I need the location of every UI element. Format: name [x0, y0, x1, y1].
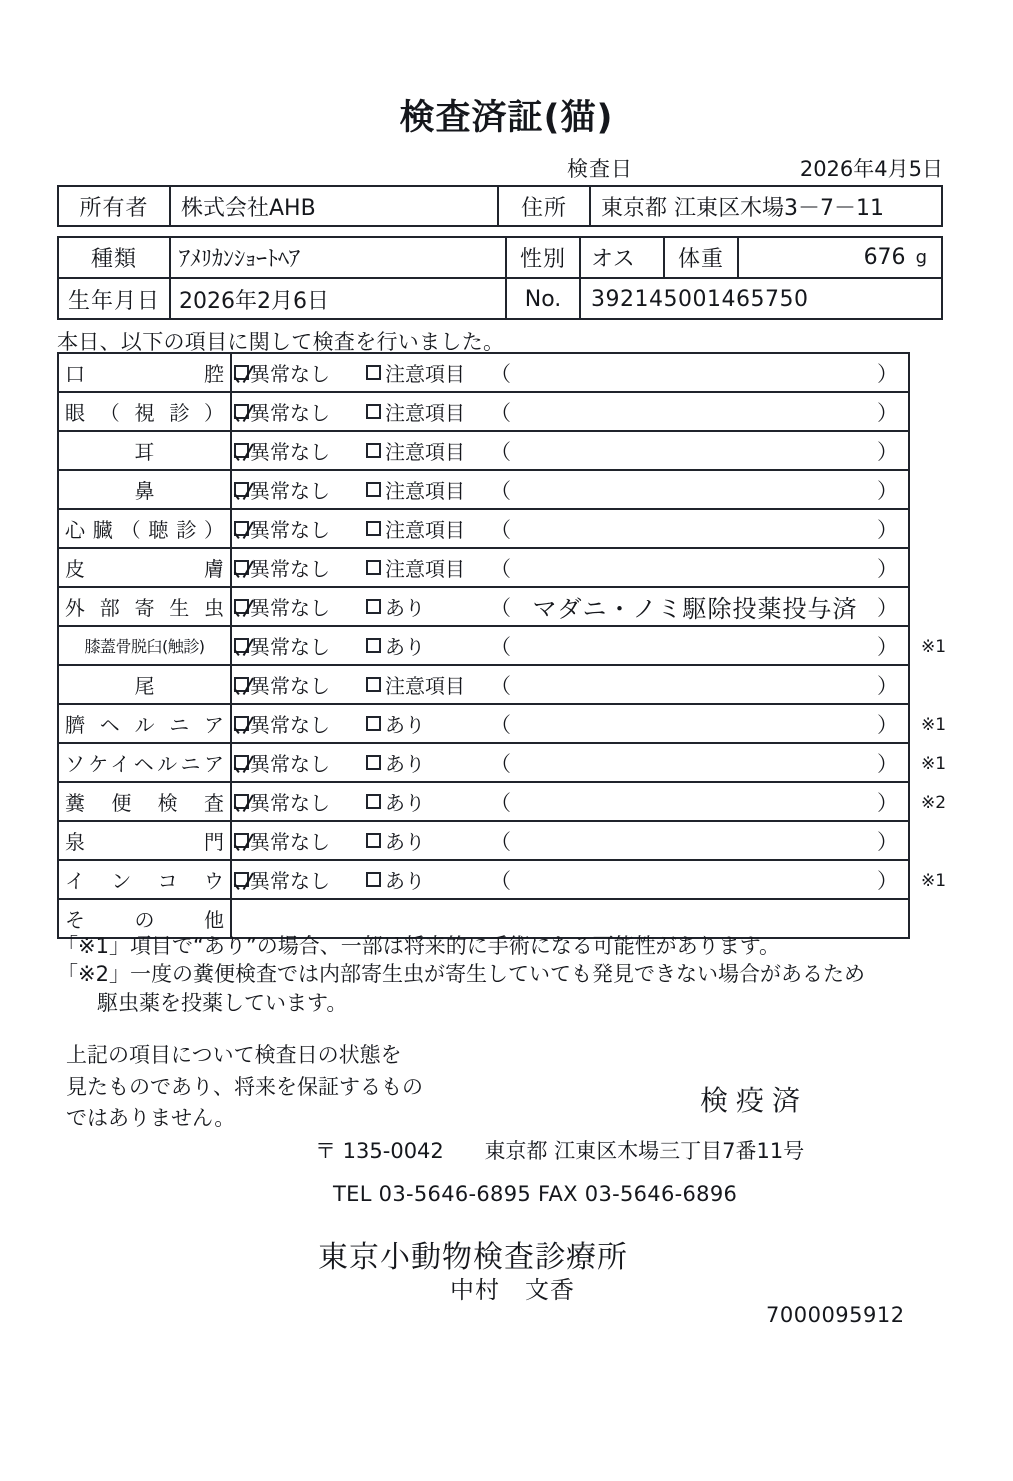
checkbox-option-secondary-label: あり: [385, 596, 425, 620]
checkbox-icon[interactable]: [366, 716, 381, 731]
disclaimer-line-2: 見たものであり、将来を保証するもの: [66, 1074, 423, 1099]
inspection-date-value: 2026年4月5日: [799, 157, 943, 181]
checkbox-option-secondary[interactable]: [366, 553, 465, 582]
checked-checkbox-icon[interactable]: [234, 794, 249, 809]
veterinarian-name: 中村 文香: [450, 1276, 575, 1304]
dob-value: 2026年2月6日: [171, 279, 507, 320]
checkbox-option-secondary[interactable]: [366, 514, 465, 543]
note-paren-open: （: [490, 361, 511, 386]
note-paren-open: （: [490, 517, 511, 542]
checklist-row-body: [232, 432, 908, 469]
checkbox-option-secondary-label: 注意項目: [385, 518, 465, 542]
checklist-row-label: [59, 666, 232, 703]
checkbox-option-normal-label: 異常なし: [250, 440, 330, 464]
checkbox-option-secondary[interactable]: [366, 631, 425, 660]
inspection-checklist-table: [57, 352, 947, 939]
checkbox-option-normal-label: 異常なし: [250, 479, 330, 503]
footnotes: [57, 932, 957, 1017]
checkbox-option-normal[interactable]: [234, 865, 330, 894]
checklist-row-label-text: 眼（視診）: [65, 401, 224, 425]
checklist-row-label-text: 尾: [134, 674, 155, 698]
checklist-row-label: [59, 861, 232, 898]
quarantine-stamp: 検疫済: [700, 1084, 809, 1117]
checked-checkbox-icon[interactable]: [234, 365, 249, 380]
checkbox-option-normal[interactable]: [234, 709, 330, 738]
inspection-date-label: 検査日: [567, 157, 633, 181]
checklist-row: [59, 861, 947, 900]
checkbox-icon[interactable]: [366, 443, 381, 458]
checkbox-option-normal-label: 異常なし: [250, 869, 330, 893]
weight-unit: g: [915, 247, 927, 268]
checklist-row-body: [232, 588, 908, 625]
sex-value: オス: [581, 238, 665, 277]
checkbox-option-normal[interactable]: [234, 553, 330, 582]
checkbox-icon[interactable]: [366, 599, 381, 614]
note-paren-close: ）: [877, 751, 898, 776]
note-paren-close: ）: [877, 868, 898, 893]
owner-table: [57, 185, 943, 227]
note-paren-open: （: [490, 595, 511, 620]
checkbox-option-secondary[interactable]: [366, 397, 465, 426]
checkbox-option-secondary-label: あり: [385, 752, 425, 776]
checkbox-option-secondary[interactable]: [366, 787, 425, 816]
owner-label: 所有者: [59, 187, 171, 225]
checklist-row-label: [59, 588, 232, 625]
checklist-row: [59, 432, 908, 471]
note-paren-open: （: [490, 751, 511, 776]
checkbox-option-normal[interactable]: [234, 826, 330, 855]
checklist-row-label: [59, 549, 232, 586]
checked-checkbox-icon[interactable]: [234, 482, 249, 497]
clinic-zip: 〒 135-0042: [315, 1139, 444, 1163]
checklist-row-body: [232, 627, 908, 664]
checklist-row-body: [232, 510, 908, 547]
checkbox-option-secondary[interactable]: [366, 475, 465, 504]
checked-checkbox-icon[interactable]: [234, 443, 249, 458]
checkbox-icon[interactable]: [366, 794, 381, 809]
checklist-row-body: [232, 354, 908, 391]
checkbox-icon[interactable]: [366, 638, 381, 653]
checkbox-option-secondary[interactable]: [366, 436, 465, 465]
checkbox-option-secondary-label: 注意項目: [385, 674, 465, 698]
checklist-row: [59, 822, 908, 861]
clinic-tel-fax: TEL 03-5646-6895 FAX 03-5646-6896: [333, 1182, 738, 1206]
checklist-row-label-text: 臍ヘルニア: [65, 713, 224, 737]
checklist-row: [59, 627, 947, 666]
animal-row-kind: [59, 238, 941, 279]
checked-checkbox-icon[interactable]: [234, 872, 249, 887]
note-paren-close: ）: [877, 673, 898, 698]
footnote-reference-mark: ※1: [921, 870, 947, 891]
checklist-row-label: [59, 471, 232, 508]
checklist-row-body: [232, 861, 908, 898]
address-label: 住所: [499, 187, 591, 225]
checklist-row-body: [232, 471, 908, 508]
note-paren-open: （: [490, 634, 511, 659]
note-paren-open: （: [490, 400, 511, 425]
note-paren-open: （: [490, 439, 511, 464]
note-paren-open: （: [490, 556, 511, 581]
note-paren-open: （: [490, 868, 511, 893]
checklist-row-label: [59, 705, 232, 742]
checklist-row-label: [59, 822, 232, 859]
checkbox-icon[interactable]: [366, 833, 381, 848]
checked-checkbox-icon[interactable]: [234, 677, 249, 692]
checklist-row-label-text: 皮膚: [65, 557, 224, 581]
clinic-address-line: [315, 1135, 804, 1165]
clinic-address: 東京都 江東区木場三丁目7番11号: [484, 1139, 805, 1163]
checkbox-option-secondary-label: 注意項目: [385, 479, 465, 503]
note-paren-open: （: [490, 712, 511, 737]
checkbox-option-normal[interactable]: [234, 787, 330, 816]
checked-checkbox-icon[interactable]: [234, 755, 249, 770]
address-value: 東京都 江東区木場3－7－11: [601, 195, 884, 221]
checklist-row-label-text: 鼻: [134, 479, 155, 503]
clinic-name: 東京小動物検査診療所: [318, 1240, 628, 1275]
inspection-date-row: [57, 153, 943, 181]
page-title: 検査済証(猫): [399, 98, 614, 138]
checkbox-icon[interactable]: [366, 521, 381, 536]
checkbox-icon[interactable]: [366, 872, 381, 887]
checkbox-option-secondary-label: 注意項目: [385, 440, 465, 464]
checklist-row: [59, 354, 908, 393]
checkbox-option-secondary[interactable]: [366, 865, 425, 894]
checkbox-option-secondary[interactable]: [366, 670, 465, 699]
checklist-row: [59, 666, 908, 705]
checklist-row: [59, 549, 908, 588]
checkbox-option-normal-label: 異常なし: [250, 791, 330, 815]
note-paren-open: （: [490, 829, 511, 854]
checklist-row-body: [232, 666, 908, 703]
checklist-row-label: [59, 432, 232, 469]
checklist-row-label-text: 膝蓋骨脱臼(触診): [84, 637, 205, 656]
checklist-row-body: [232, 549, 908, 586]
checkbox-option-secondary-label: あり: [385, 830, 425, 854]
checkbox-option-secondary-label: 注意項目: [385, 557, 465, 581]
checklist-row-label-text: 口腔: [65, 362, 224, 386]
checklist-row-body: [232, 393, 908, 430]
checkbox-option-secondary[interactable]: [366, 592, 425, 621]
checklist-row-label: [59, 627, 232, 664]
checkbox-icon[interactable]: [366, 482, 381, 497]
footnote-1: 「※1」項目で“あり”の場合、一部は将来的に手術になる可能性があります。: [57, 934, 781, 958]
note-paren-close: ）: [877, 829, 898, 854]
checked-checkbox-icon[interactable]: [234, 521, 249, 536]
note-paren-open: （: [490, 673, 511, 698]
checklist-row-label-text: 心臓（聴診）: [65, 518, 224, 542]
checkbox-option-normal-label: 異常なし: [250, 713, 330, 737]
note-paren-close: ）: [877, 634, 898, 659]
checkbox-option-normal[interactable]: [234, 631, 330, 660]
checked-checkbox-icon[interactable]: [234, 560, 249, 575]
footnote-2: 「※2」一度の糞便検査では内部寄生虫が寄生していても発見できない場合があるため: [57, 962, 865, 987]
microchip-no-value: 392145001465750: [591, 287, 809, 312]
note-paren-close: ）: [877, 517, 898, 542]
checklist-row: [59, 783, 947, 822]
footnote-reference-mark: ※1: [921, 636, 947, 657]
checkbox-option-normal-label: 異常なし: [250, 674, 330, 698]
checked-checkbox-icon[interactable]: [234, 638, 249, 653]
weight-value-cell: [739, 238, 941, 277]
checkbox-option-normal-label: 異常なし: [250, 596, 330, 620]
animal-info-table: [57, 236, 943, 320]
kind-value: ｱﾒﾘｶﾝｼｮｰﾄﾍｱ: [171, 238, 507, 277]
checkbox-option-normal-label: 異常なし: [250, 830, 330, 854]
note-paren-open: （: [490, 790, 511, 815]
checkbox-option-normal[interactable]: [234, 475, 330, 504]
checkbox-icon[interactable]: [366, 560, 381, 575]
microchip-no-label: No.: [507, 279, 581, 320]
note-paren-close: ）: [877, 400, 898, 425]
checklist-row-note: マダニ・ノミ駆除投薬投与済: [532, 595, 858, 623]
disclaimer-line-1: 上記の項目について検査日の状態を: [66, 1043, 402, 1067]
checked-checkbox-icon[interactable]: [234, 404, 249, 419]
checklist-row-body: [232, 783, 908, 820]
kind-label: 種類: [59, 238, 171, 277]
footnote-reference-mark: ※2: [921, 792, 947, 813]
checklist-row-label: [59, 354, 232, 391]
checklist-row-body: [232, 705, 908, 742]
checklist-row-body: [232, 744, 908, 781]
checklist-row-label-text: 泉門: [65, 830, 224, 854]
checklist-row: [59, 471, 908, 510]
checkbox-option-secondary[interactable]: [366, 358, 465, 387]
checkbox-option-normal-label: 異常なし: [250, 362, 330, 386]
checkbox-option-secondary[interactable]: [366, 709, 425, 738]
note-paren-close: ）: [877, 790, 898, 815]
checkbox-option-normal-label: 異常なし: [250, 635, 330, 659]
checkbox-option-secondary[interactable]: [366, 748, 425, 777]
weight-label: 体重: [665, 238, 739, 277]
checkbox-option-secondary[interactable]: [366, 826, 425, 855]
footnote-2-cont: 駆虫薬を投薬しています。: [97, 990, 348, 1015]
checked-checkbox-icon[interactable]: [234, 833, 249, 848]
checklist-row-label: [59, 744, 232, 781]
footnote-reference-mark: ※1: [921, 753, 947, 774]
note-paren-close: ）: [877, 439, 898, 464]
note-paren-close: ）: [877, 361, 898, 386]
checkbox-icon[interactable]: [366, 677, 381, 692]
checkbox-option-normal-label: 異常なし: [250, 752, 330, 776]
checkbox-option-secondary-label: あり: [385, 635, 425, 659]
weight-value: 676: [863, 245, 906, 270]
animal-row-dob: [59, 279, 941, 320]
note-paren-close: ）: [877, 478, 898, 503]
sex-label: 性別: [507, 238, 581, 277]
footnote-reference-mark: ※1: [921, 714, 947, 735]
checklist-row-body: [232, 822, 908, 859]
checkbox-option-secondary-label: あり: [385, 713, 425, 737]
note-paren-close: ）: [877, 556, 898, 581]
checkbox-icon[interactable]: [366, 755, 381, 770]
checkbox-option-normal[interactable]: [234, 436, 330, 465]
note-paren-close: ）: [877, 712, 898, 737]
disclaimer-line-3: ではありません。: [66, 1106, 236, 1130]
checkbox-option-normal-label: 異常なし: [250, 401, 330, 425]
checklist-row-label-text: ソケイヘルニア: [65, 752, 224, 776]
checked-checkbox-icon[interactable]: [234, 599, 249, 614]
disclaimer: [66, 1040, 423, 1135]
checkbox-option-normal-label: 異常なし: [250, 557, 330, 581]
checklist-row-label-text: インコウ: [65, 869, 224, 893]
checkbox-option-normal[interactable]: [234, 358, 330, 387]
checklist-row: [59, 588, 908, 627]
note-paren-open: （: [490, 478, 511, 503]
checklist-row-label-text: その他: [65, 908, 224, 932]
checkbox-option-normal[interactable]: [234, 397, 330, 426]
checklist-row-label-text: 糞便検査: [65, 791, 224, 815]
note-paren-close: ）: [877, 595, 898, 620]
checkbox-option-normal[interactable]: [234, 748, 330, 777]
checkbox-option-secondary-label: 注意項目: [385, 362, 465, 386]
intro-sentence: 本日、以下の項目に関して検査を行いました。: [57, 330, 505, 354]
checklist-row: [59, 705, 947, 744]
document-number: 7000095912: [766, 1303, 905, 1327]
checkbox-option-normal[interactable]: [234, 592, 330, 621]
checklist-row: [59, 510, 908, 549]
checklist-row: [59, 744, 947, 783]
checkbox-option-normal[interactable]: [234, 514, 330, 543]
checked-checkbox-icon[interactable]: [234, 716, 249, 731]
checklist-row: [59, 393, 908, 432]
dob-label: 生年月日: [59, 279, 171, 320]
checkbox-option-secondary-label: あり: [385, 791, 425, 815]
checkbox-option-normal[interactable]: [234, 670, 330, 699]
checklist-row-label: [59, 393, 232, 430]
owner-value: 株式会社AHB: [171, 187, 499, 225]
checkbox-option-secondary-label: あり: [385, 869, 425, 893]
checkbox-option-normal-label: 異常なし: [250, 518, 330, 542]
checkbox-icon[interactable]: [366, 404, 381, 419]
checkbox-option-secondary-label: 注意項目: [385, 401, 465, 425]
checklist-row-label: [59, 783, 232, 820]
checklist-row-label-text: 外部寄生虫: [65, 596, 224, 620]
checkbox-icon[interactable]: [366, 365, 381, 380]
checklist-row-label-text: 耳: [134, 440, 155, 464]
checklist-row-label: [59, 510, 232, 547]
